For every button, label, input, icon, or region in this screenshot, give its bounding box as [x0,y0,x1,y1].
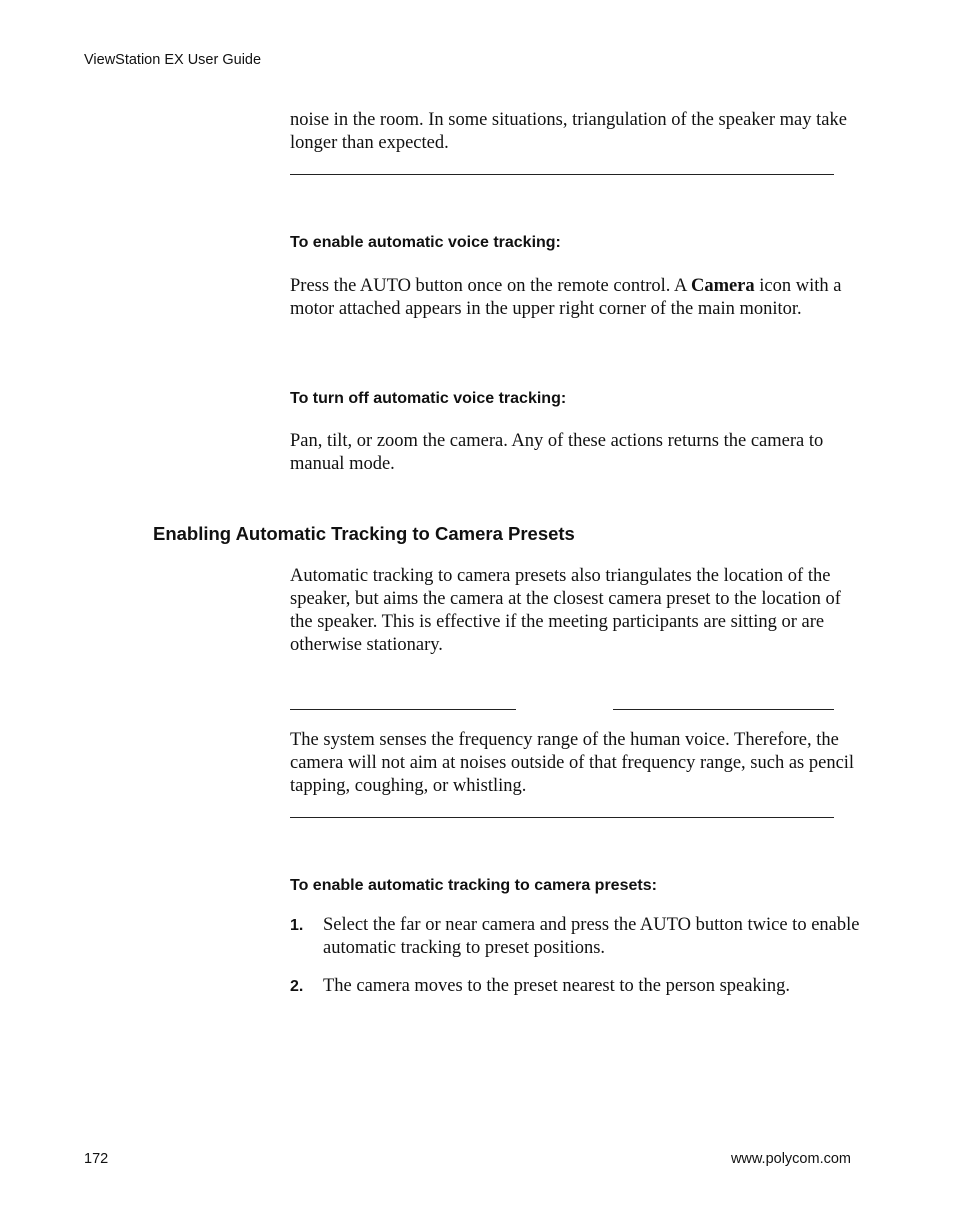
note-text: The system senses the frequency range of the human voice. Therefore, the camera will not aim at noises outside of that frequency range, such as pencil tapping, coughing, or whistling. [290,730,855,796]
note-bottom-rule [290,817,834,818]
note-top-rule-right [613,709,834,710]
disable-voice-text: Pan, tilt, or zoom the camera. Any of these actions returns the camera to manual mode. [290,431,824,474]
enable-presets-heading: To enable automatic tracking to camera presets: [290,877,657,894]
list-item [290,914,860,960]
enable-voice-text-before: Press the AUTO button once on the remote control. A [290,276,691,296]
step-text: The camera moves to the preset nearest to the person speaking. [323,976,790,996]
intro-continuation: noise in the room. In some situations, triangulation of the speaker may take longer than expected. [290,110,847,153]
list-item [290,975,860,998]
enable-voice-text-after: icon with a motor attached appears in the upper right corner of the main monitor. [290,276,842,319]
step-number: 2. [290,978,304,995]
enable-voice-heading: To enable automatic voice tracking: [290,234,561,251]
note-end-rule [290,174,834,175]
page-number: 172 [84,1151,109,1167]
camera-bold-word: Camera [690,276,755,296]
disable-voice-heading: To turn off automatic voice tracking: [290,390,567,407]
step-number: 1. [290,917,304,934]
note-top-rule-left [290,709,516,710]
section-heading: Enabling Automatic Tracking to Camera Presets [153,523,575,544]
section-paragraph: Automatic tracking to camera presets also triangulates the location of the speaker, but aims the camera at the closest camera preset to the location of the speaker. This is effective if the meeting participants are sitting or are otherwise stationary. [290,566,841,655]
step-text: Select the far or near camera and press the AUTO button twice to enable automatic tracking to preset positions. [323,915,860,958]
running-header: ViewStation EX User Guide [84,52,262,68]
enable-voice-text [290,275,855,321]
footer-website: www.polycom.com [730,1151,851,1167]
